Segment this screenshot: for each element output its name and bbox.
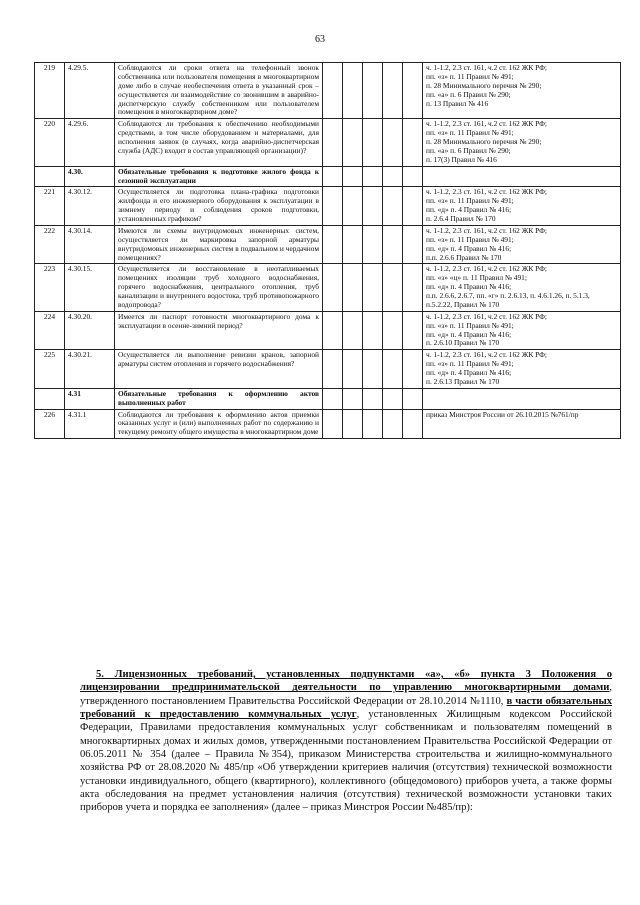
table-row: [35, 119, 621, 166]
row-question: Соблюдаются ли сроки ответа на телефонный звонок собственника или пользователя помещения в многоквартирном доме либо в случае необеспечения ответа в указанный срок – осуществляется ли взаимодействие со звонившим в аварийно-диспетчерскую службу собственником или пользователем помещения в многоквартирном доме?: [115, 63, 323, 119]
reference-line: п. 28 Минимального перечня № 290;: [426, 137, 542, 146]
reference-line: п. 2.6.4 Правил № 170: [426, 214, 496, 223]
row-references: [423, 311, 621, 350]
answer-cell: [323, 264, 343, 311]
section-5-title-part3: в части обязательных требований к предоставлению коммунальных услуг: [80, 695, 613, 721]
row-references: [423, 63, 621, 119]
answer-cell: [323, 350, 343, 389]
row-references: [423, 388, 621, 409]
reference-line: пп. «д» п. 4 Правил № 416;: [426, 243, 512, 253]
section-header-row: [35, 166, 621, 187]
row-number: 225: [35, 350, 65, 389]
reference-line: пп. «з» п. 11 Правил № 491;: [426, 196, 514, 206]
row-references: [423, 187, 621, 226]
answer-cell: [343, 264, 363, 311]
reference-line: пп. «з» п. 11 Правил № 491;: [426, 71, 514, 81]
row-code: 4.30.14.: [65, 225, 115, 264]
answer-cell: [363, 350, 383, 389]
row-code: 4.29.6.: [65, 119, 115, 166]
row-code: 4.31.1: [65, 409, 115, 439]
reference-line: п. 13 Правил № 416: [426, 98, 489, 108]
answer-cell: [383, 388, 403, 409]
row-question: Соблюдаются ли требования к обеспечению необходимыми средствами, в том числе оборудованием и материалами, для исполнения заявок (в случаях, когда аварийно-диспетчерская служба (АДС) входит в состав управляющей организации)?: [115, 119, 323, 166]
row-question: Имеется ли паспорт готовности многоквартирного дома к эксплуатации в осенне-зимний период?: [115, 311, 323, 350]
row-code: 4.31: [65, 388, 115, 409]
reference-line: пп. «з» п. 11 Правил № 491;: [426, 320, 514, 330]
row-question: Осуществляется ли подготовка плана-графика подготовки жилфонда и его инженерного оборудования к эксплуатации в зимнему периоду и соблюдения сроков подготовки, установленных графиком?: [115, 187, 323, 226]
row-code: 4.30.20.: [65, 311, 115, 350]
reference-line: пп. «д» п. 4 Правил № 416;: [426, 205, 512, 215]
answer-cell: [323, 388, 343, 409]
answer-cell: [383, 225, 403, 264]
row-references: [423, 166, 621, 187]
table-row: [35, 225, 621, 264]
page-number: 63: [315, 34, 325, 45]
row-number: [35, 166, 65, 187]
answer-cell: [343, 388, 363, 409]
answer-cell: [343, 166, 363, 187]
row-question: Обязательные требования к оформлению актов выполненных работ: [115, 388, 323, 409]
answer-cell: [383, 311, 403, 350]
answer-cell: [403, 225, 423, 264]
reference-line: ч. 1-1.2, 2.3 ст. 161, ч.2 ст. 162 ЖК РФ;: [426, 119, 547, 129]
section-5-text: [80, 668, 612, 815]
reference-line: пп. «з» «ц» п. 11 Правил № 491;: [426, 273, 527, 283]
reference-line: пп. «а» п. 6 Правил № 290;: [426, 89, 511, 99]
section-header-row: [35, 388, 621, 409]
table-row: [35, 311, 621, 350]
reference-line: п.п. 2.6.6 Правил № 170: [426, 252, 502, 262]
reference-line: п. 2.6.13 Правил № 170: [426, 376, 500, 386]
row-number: 223: [35, 264, 65, 311]
table-row: [35, 187, 621, 226]
row-code: 4.30.: [65, 166, 115, 187]
checklist-body: [35, 63, 621, 439]
answer-cell: [323, 409, 343, 439]
answer-cell: [403, 187, 423, 226]
answer-cell: [383, 409, 403, 439]
answer-cell: [403, 409, 423, 439]
answer-cell: [383, 166, 403, 187]
row-code: 4.30.21.: [65, 350, 115, 389]
reference-line: п.п. 2.6.6, 2.6.7, пп. «г» п. 2.6.13, п. 4.6.1.26, п. 5.1.3, п.5.2.22, Правил № 170: [426, 291, 590, 309]
answer-cell: [383, 350, 403, 389]
row-number: 219: [35, 63, 65, 119]
reference-line: пп. «з» п. 11 Правил № 491;: [426, 234, 514, 244]
answer-cell: [363, 311, 383, 350]
answer-cell: [403, 166, 423, 187]
reference-line: пп. «д» п. 4 Правил № 416;: [426, 368, 512, 377]
answer-cell: [363, 225, 383, 264]
row-code: 4.30.12.: [65, 187, 115, 226]
table-row: [35, 63, 621, 119]
reference-line: ч. 1-1.2, 2.3 ст. 161, ч.2 ст. 162 ЖК РФ;: [426, 225, 547, 235]
reference-line: пп. «д» п. 4 Правил № 416;: [426, 282, 512, 292]
answer-cell: [363, 63, 383, 119]
answer-cell: [323, 311, 343, 350]
reference-line: ч. 1-1.2, 2.3 ст. 161, ч.2 ст. 162 ЖК РФ;: [426, 264, 547, 274]
row-question: Имеются ли схемы внутридомовых инженерных систем, осуществляется ли маркировка запорной арматуры внутридомовых инженерных систем в подвальном и чердачном помещениях?: [115, 225, 323, 264]
answer-cell: [363, 187, 383, 226]
reference-line: пп. «з» п. 11 Правил № 491;: [426, 359, 514, 369]
answer-cell: [343, 63, 363, 119]
row-references: [423, 409, 621, 439]
row-references: [423, 350, 621, 389]
table-row: [35, 350, 621, 389]
section-5-title: 5. Лицензионных требований, установленных подпунктами «а», «б» пункта 3 Положения о лицензировании предпринимательской деятельности по управлению многоквартирными домами: [80, 669, 612, 694]
answer-cell: [343, 409, 363, 439]
reference-line: п. 2.6.10 Правил № 170: [426, 338, 500, 348]
answer-cell: [343, 225, 363, 264]
row-references: [423, 264, 621, 311]
row-code: 4.30.15.: [65, 264, 115, 311]
section-5-text-part4: , установленных Жилищным кодексом Российской Федерации, Правилами предоставления коммунальных услуг собственникам и пользователям помещений в многоквартирных домах и жилых домов, утвержденными постановлением Правительства Российской Федерации от 06.05.2011 № 354 (далее – Правила №354), приказом Министерства строительства и жилищно-коммунального хозяйства РФ от 28.08.2020 № 485/пр «Об утверждении критериев наличия (отсутствия) технической возможности установки индивидуального, общего (квартирного), коллективного (общедомового) приборов учета, а также формы акта обследования на предмет установления наличия (отсутствия) технической возможности установки таких приборов учета и порядка ее заполнения» (далее – приказ Минстроя России №485/пр):: [80, 709, 612, 814]
answer-cell: [363, 388, 383, 409]
answer-cell: [343, 187, 363, 226]
answer-cell: [403, 119, 423, 166]
answer-cell: [343, 350, 363, 389]
row-number: 221: [35, 187, 65, 226]
row-number: [35, 388, 65, 409]
section-5-text-part2: , утвержденного постановлением Правительства Российской Федерации от 28.10.2014 №1110,: [80, 682, 612, 707]
answer-cell: [323, 63, 343, 119]
reference-line: пп. «а» п. 6 Правил № 290;: [426, 145, 511, 155]
row-number: 224: [35, 311, 65, 350]
row-number: 226: [35, 409, 65, 439]
answer-cell: [403, 264, 423, 311]
answer-cell: [363, 409, 383, 439]
answer-cell: [403, 350, 423, 389]
row-number: 222: [35, 225, 65, 264]
answer-cell: [323, 119, 343, 166]
answer-cell: [363, 119, 383, 166]
answer-cell: [383, 119, 403, 166]
answer-cell: [403, 388, 423, 409]
reference-line: приказ Минстроя России от 26.10.2015 №761/пр: [426, 409, 579, 419]
reference-line: ч. 1-1.2, 2.3 ст. 161, ч.2 ст. 162 ЖК РФ;: [426, 63, 547, 72]
row-number: 220: [35, 119, 65, 166]
reference-line: пп. «з» п. 11 Правил № 491;: [426, 128, 514, 138]
answer-cell: [343, 119, 363, 166]
reference-line: ч. 1-1.2, 2.3 ст. 161, ч.2 ст. 162 ЖК РФ;: [426, 350, 547, 360]
answer-cell: [323, 225, 343, 264]
reference-line: ч. 1-1.2, 2.3 ст. 161, ч.2 ст. 162 ЖК РФ;: [426, 187, 547, 197]
table-row: [35, 264, 621, 311]
row-question: Осуществляется ли восстановление в неотапливаемых помещениях изоляции труб холодного водоснабжения, горячего водоснабжения, центрального отопления, труб канализации и внутреннего водостока, труб противопожарного водопровода?: [115, 264, 323, 311]
reference-line: п. 17(3) Правил № 416: [426, 154, 497, 164]
answer-cell: [323, 187, 343, 226]
reference-line: п. 28 Минимального перечня № 290;: [426, 80, 542, 90]
answer-cell: [403, 63, 423, 119]
row-references: [423, 225, 621, 264]
answer-cell: [383, 63, 403, 119]
answer-cell: [363, 264, 383, 311]
row-question: Осуществляется ли выполнение ревизии кранов, запорной арматуры систем отопления и горячего водоснабжения?: [115, 350, 323, 389]
table-row: [35, 409, 621, 439]
row-references: [423, 119, 621, 166]
reference-line: пп. «д» п. 4 Правил № 416;: [426, 329, 512, 339]
checklist-table: [34, 62, 621, 439]
reference-line: ч. 1-1.2, 2.3 ст. 161, ч.2 ст. 162 ЖК РФ;: [426, 311, 547, 321]
answer-cell: [383, 264, 403, 311]
row-question: Соблюдаются ли требования к оформлению актов приемки оказанных услуг и (или) выполненных работ по содержанию и текущему ремонту общего имущества в многоквартирном доме: [115, 409, 323, 439]
answer-cell: [323, 166, 343, 187]
answer-cell: [383, 187, 403, 226]
answer-cell: [343, 311, 363, 350]
answer-cell: [363, 166, 383, 187]
answer-cell: [403, 311, 423, 350]
row-code: 4.29.5.: [65, 63, 115, 119]
row-question: Обязательные требования к подготовке жилого фонда к сезонной эксплуатации: [115, 166, 323, 187]
